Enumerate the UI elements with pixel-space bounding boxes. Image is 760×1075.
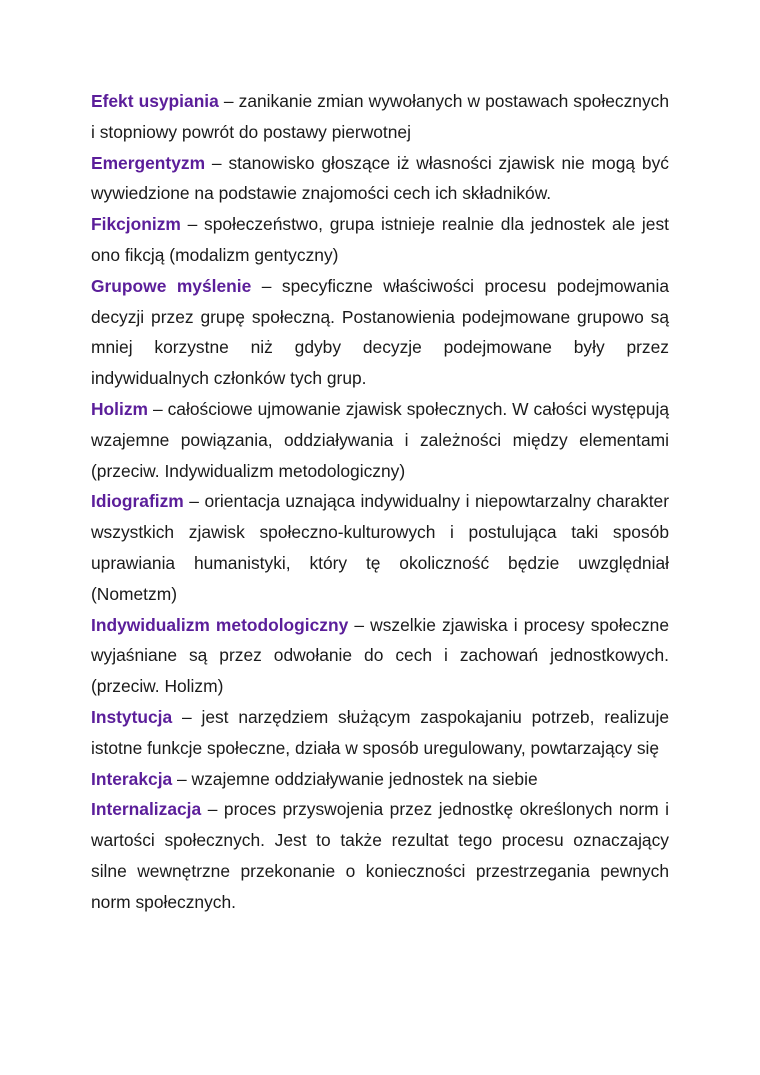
- definition: – wzajemne oddziaływanie jednostek na siebie: [172, 768, 538, 789]
- definition: – całościowe ujmowanie zjawisk społecznych. W całości występują wzajemne powiązania, oddziaływania i zależności między elementami (przeciw. Indywidualizm metodologiczny): [91, 398, 669, 481]
- definition: – stanowisko głoszące iż własności zjawisk nie mogą być wywiedzione na podstawie znajomości cech ich składników.: [91, 152, 669, 204]
- glossary-entry-efekt-usypiania: [91, 86, 669, 148]
- definition: – wszelkie zjawiska i procesy społeczne wyjaśniane są przez odwołanie do cech i zachowań jednostkowych. (przeciw. Holizm): [91, 614, 669, 697]
- term: Efekt usypiania: [91, 91, 219, 111]
- definition: – orientacja uznająca indywidualny i niepowtarzalny charakter wszystkich zjawisk społeczno-kulturowych i postulująca taki sposób uprawiania humanistyki, który tę okoliczność będzie uwzględniał (Nometzm): [91, 491, 669, 604]
- definition: – społeczeństwo, grupa istnieje realnie dla jednostek ale jest ono fikcją (modalizm gentyczny): [91, 214, 669, 265]
- glossary-entry-emergentyzm: [91, 148, 669, 210]
- glossary-entry-interakcja: [91, 764, 669, 795]
- term: Idiografizm: [91, 491, 184, 512]
- term: Emergentyzm: [91, 152, 206, 173]
- glossary-entry-fikcjonizm: [91, 209, 669, 271]
- term: Interakcja: [91, 768, 173, 789]
- definition: – specyficzne właściwości procesu podejmowania decyzji przez grupę społeczną. Postanowienia podejmowane grupowo są mniej korzystne niż gdyby decyzje podejmowane były przez indywidualnych członków tych grup.: [91, 275, 669, 389]
- definition: – proces przyswojenia przez jednostkę określonych norm i wartości społecznych. Jest to także rezultat tego procesu oznaczający silne wewnętrzne przekonanie o konieczności przestrzegania pewnych norm społecznych.: [91, 799, 669, 912]
- definition: – jest narzędziem służącym zaspokajaniu potrzeb, realizuje istotne funkcje społeczne, działa w sposób uregulowany, powtarzający się: [91, 706, 669, 758]
- glossary-entry-grupowe-myslenie: [91, 271, 669, 394]
- term: Internalizacja: [91, 799, 202, 820]
- term: Holizm: [91, 398, 149, 419]
- glossary-entry-idiografizm: [91, 486, 669, 609]
- document-page: [91, 86, 669, 918]
- term: Indywidualizm metodologiczny: [91, 614, 349, 635]
- glossary-entry-holizm: [91, 394, 669, 486]
- term: Fikcjonizm: [91, 214, 181, 235]
- term: Instytucja: [91, 706, 173, 727]
- glossary-entry-indywidualizm-metodologiczny: [91, 610, 669, 702]
- glossary-entry-instytucja: [91, 702, 669, 764]
- glossary-entry-internalizacja: [91, 794, 669, 917]
- definition: – zanikanie zmian wywołanych w postawach społecznych i stopniowy powrót do postawy pierwotnej: [91, 91, 670, 142]
- term: Grupowe myślenie: [91, 275, 252, 296]
